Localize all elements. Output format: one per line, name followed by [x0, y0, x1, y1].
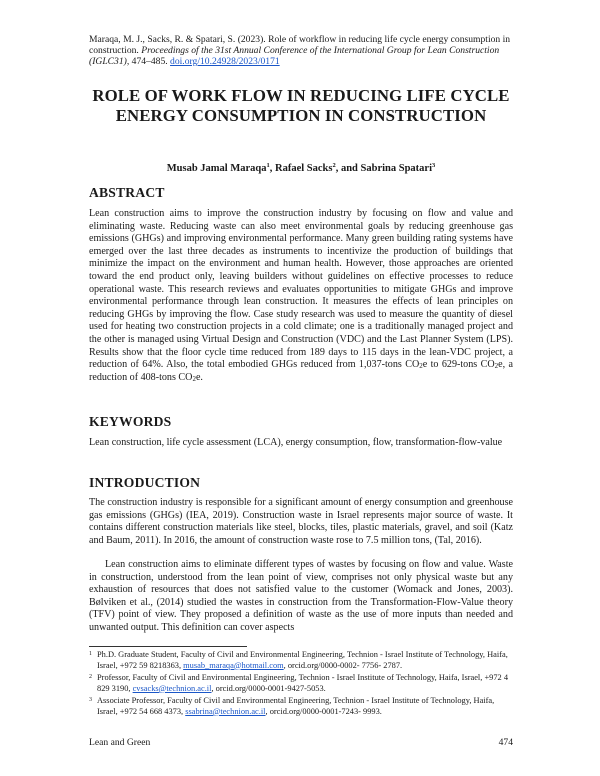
page-number: 474	[498, 737, 513, 748]
footnote-3: 3 Associate Professor, Faculty of Civil and Environmental Engineering, Technion - Israel Institute of Technology, Haifa, Israel, +972 54 668 4373, ssabrina@technion.ac.il, orcid.org/0000-0001-7243- 9993.	[89, 696, 495, 716]
author-name: Musab Jamal Maraqa	[166, 163, 267, 174]
keywords-text: Lean construction, life cycle assessment (LCA), energy consumption, flow, transformation-flow-value	[89, 437, 503, 448]
footnote-2: 2 Professor, Faculty of Civil and Environmental Engineering, Technion - Israel Institute of Technology, Haifa, Israel, +972 4 829 3190, cvsacks@technion.ac.il, orcid.org/0000-0001-9427-5053.	[89, 673, 509, 693]
author-list	[89, 162, 513, 174]
footnote-1: 1 Ph.D. Graduate Student, Faculty of Civil and Environmental Engineering, Technion - Israel Institute of Technology, Haifa, Israel, +972 59 8218363, musab_maraqa@hotmail.com, orcid.org/0000-0002- 7756- 2787.	[89, 650, 508, 670]
author-affiliation-mark: 1	[266, 162, 270, 169]
author-affiliation-mark: 3	[432, 162, 436, 169]
email-link[interactable]: cvsacks@technion.ac.il	[132, 683, 212, 693]
author-affiliation-mark: 2	[332, 162, 336, 169]
running-footer: Lean and Green	[89, 737, 151, 748]
email-link[interactable]: ssabrina@technion.ac.il	[185, 706, 266, 716]
citation-authors: Maraqa, M. J., Sacks, R. & Spatari, S. (2023). Role of workflow in reducing life cycle energy consumption in construction.	[89, 34, 511, 56]
keywords-heading: KEYWORDS	[89, 414, 172, 429]
citation-pages: 474–485.	[131, 56, 168, 67]
abstract-heading: ABSTRACT	[89, 185, 165, 200]
citation-header	[89, 34, 513, 67]
introduction-heading: INTRODUCTION	[89, 475, 201, 490]
introduction-paragraph-2: Lean construction aims to eliminate different types of wastes by focusing on flow and value. Waste in construction, understood from the lean point of view, comprises not only physical waste but any exhaustion of resources that does not satisfied value to the customer (Womack and Jones, 2003). Bølviken et al., (2014) studied the wastes in construction from the Transformation-Flow-Value theory (TFV) point of view. They proposed a definition of waste as the use of more inputs than needed and unwanted output. This definition can cover aspects	[89, 559, 513, 633]
email-link[interactable]: musab_maraqa@hotmail.com	[183, 660, 284, 670]
footnote-number: 2	[89, 674, 92, 680]
footnote-number: 3	[89, 697, 92, 703]
paper-title: ROLE OF WORK FLOW IN REDUCING LIFE CYCLE ENERGY CONSUMPTION IN CONSTRUCTION	[92, 86, 510, 125]
author-separator: , and	[335, 163, 361, 174]
author-name: Rafael Sacks	[274, 163, 333, 174]
citation-proceedings: Proceedings of the 31st Annual Conference of the International Group for Lean Construction (IGLC31),	[89, 45, 500, 67]
footnote-divider	[89, 646, 247, 647]
doi-link[interactable]: doi.org/10.24928/2023/0171	[170, 56, 280, 67]
author-separator: ,	[269, 163, 275, 174]
introduction-paragraph-1: The construction industry is responsible for a significant amount of energy consumption and greenhouse gas emissions (GHGs) (IEA, 2019). Construction waste in Israel represents major source of waste. It contains different construction materials like steel, blocks, tiles, plastic materials, gravel, and soil (Katz and Baum, 2011). In 2016, the amount of construction waste rose to 7.5 million tons, (Tal, 2016).	[89, 497, 513, 546]
footnote-number: 1	[89, 651, 92, 657]
abstract-text: Lean construction aims to improve the construction industry by focusing on flow and value and eliminating waste. Reducing waste can also meet environmental goals by reducing greenhouse gas emissions (GHGs) and improving environmental performance. Many green building rating systems have emerged over the last three decades as instruments to incentivize the production of buildings that minimize the impact on the environment and human health. However, those approaches are oriented toward the end product only, leaving builders without guidelines on effective processes to reduce operational waste. This research reviews and evaluates opportunities to mitigate GHGs and improve environmental performance through lean construction. It measures the effects of lean principles on reducing GHGs by improving the flow. Case study research was used to measure the quantity of diesel used for heating two construction projects in a cold climate; one is a traditionally managed project and the other is managed using Virtual Design and Construction (VDC) and the Last Planner System (LPS). Results show that the floor cycle time reduced from 189 days to 115 days in the lean-VDC project, a reduction of 64%. Also, the total embodied GHGs reduced from 1,037-tons $CO_2e$ to 629-tons $CO_2e$, a reduction of 408-tons $CO_2e$.	[89, 208, 513, 383]
author-name: Sabrina Spatari	[360, 163, 432, 174]
